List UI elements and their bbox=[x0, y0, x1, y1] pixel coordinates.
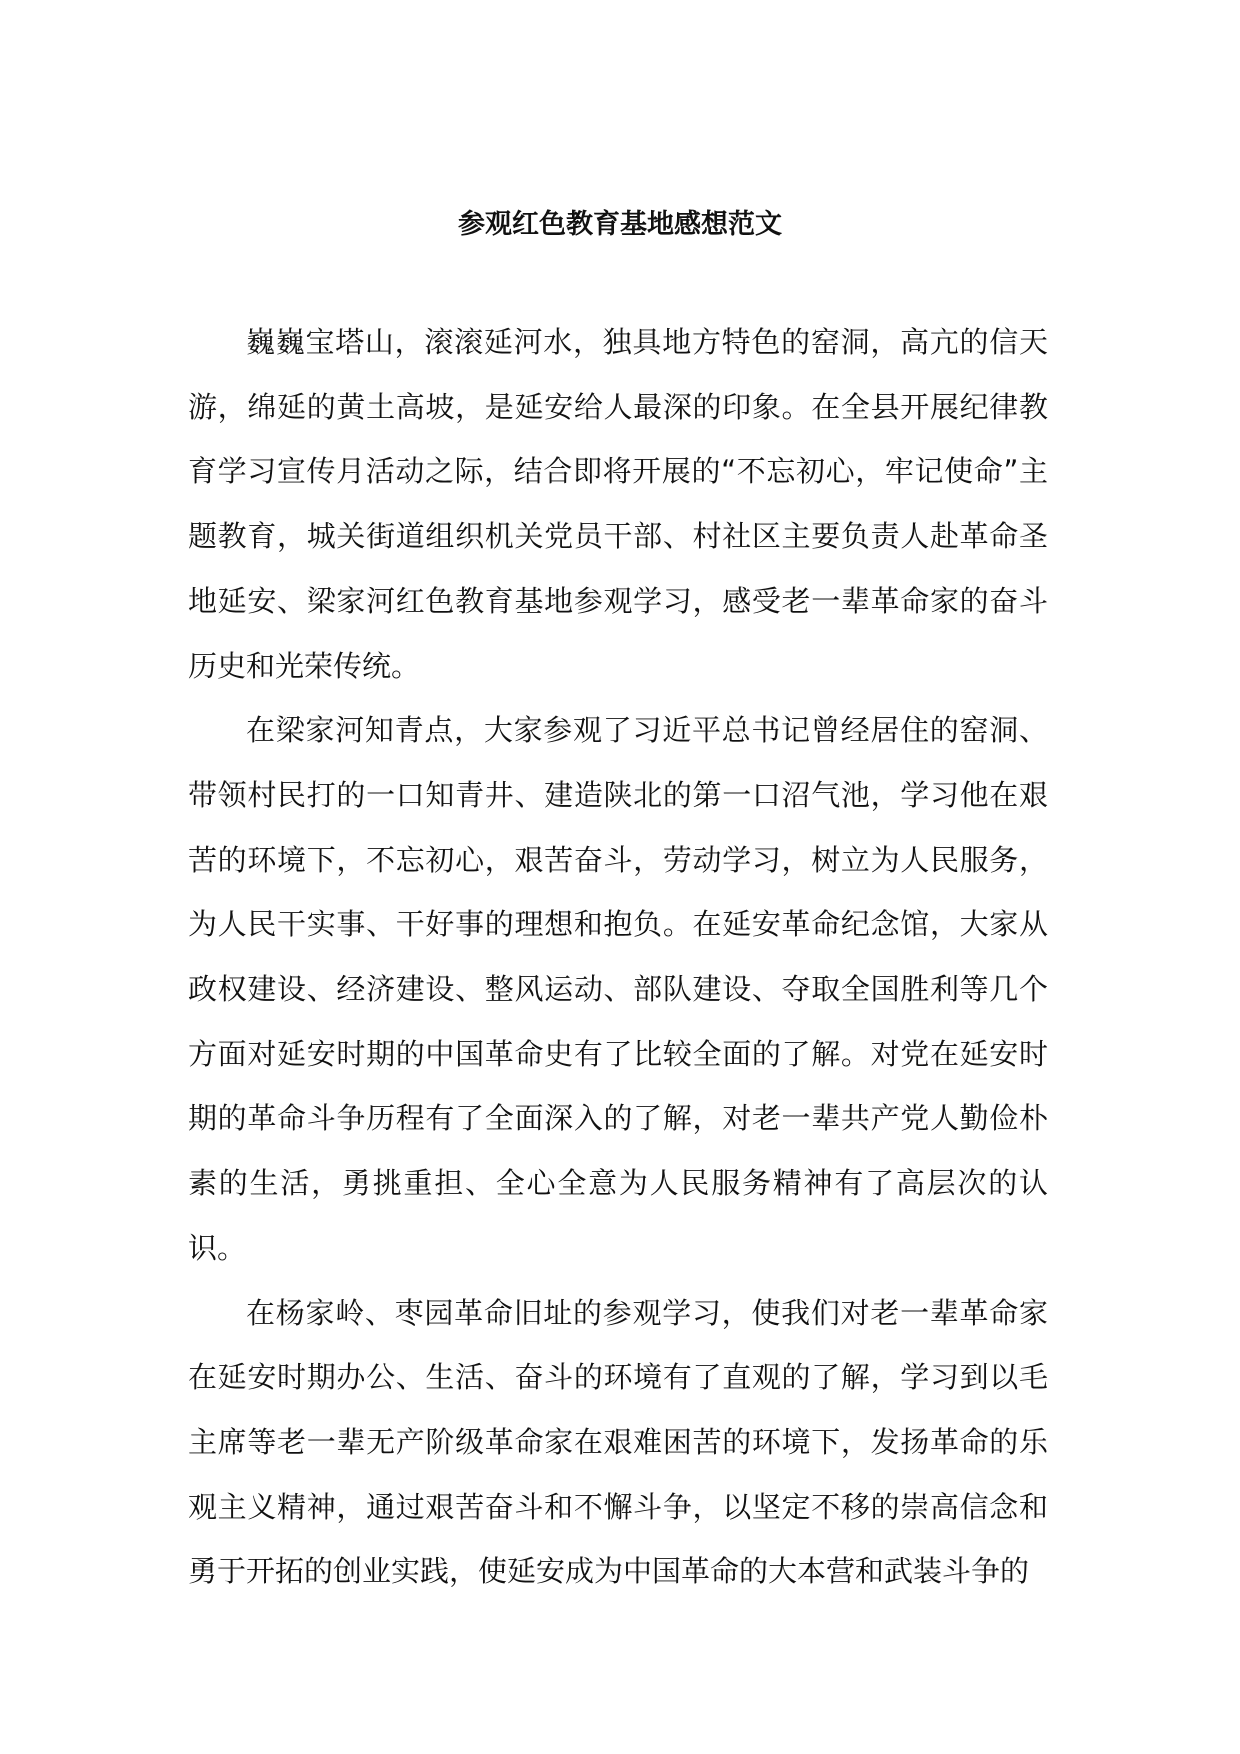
document-body bbox=[188, 310, 1048, 1604]
paragraph-1: 巍巍宝塔山，滚滚延河水，独具地方特色的窑洞，高亢的信天游，绵延的黄土高坡，是延安给人最深的印象。在全县开展纪律教育学习宣传月活动之际，结合即将开展的“不忘初心，牢记使命”主题教育，城关街道组织机关党员干部、村社区主要负责人赴革命圣地延安、梁家河红色教育基地参观学习，感受老一辈革命家的奋斗历史和光荣传统。 bbox=[188, 325, 1048, 683]
paragraph-3: 在杨家岭、枣园革命旧址的参观学习，使我们对老一辈革命家在延安时期办公、生活、奋斗的环境有了直观的了解，学习到以毛主席等老一辈无产阶级革命家在艰难困苦的环境下，发扬革命的乐观主义精神，通过艰苦奋斗和不懈斗争，以坚定不移的崇高信念和勇于开拓的创业实践，使延安成为中国革命的大本营和武装斗争的 bbox=[188, 1295, 1048, 1589]
document-title: 参观红色教育基地感想范文 bbox=[458, 209, 782, 240]
paragraph-2: 在梁家河知青点，大家参观了习近平总书记曾经居住的窑洞、带领村民打的一口知青井、建造陕北的第一口沼气池，学习他在艰苦的环境下，不忘初心，艰苦奋斗，劳动学习，树立为人民服务，为人民干实事、干好事的理想和抱负。在延安革命纪念馆，大家从政权建设、经济建设、整风运动、部队建设、夺取全国胜利等几个方面对延安时期的中国革命史有了比较全面的了解。对党在延安时期的革命斗争历程有了全面深入的了解，对老一辈共产党人勤俭朴素的生活，勇挑重担、全心全意为人民服务精神有了高层次的认识。 bbox=[188, 713, 1048, 1265]
